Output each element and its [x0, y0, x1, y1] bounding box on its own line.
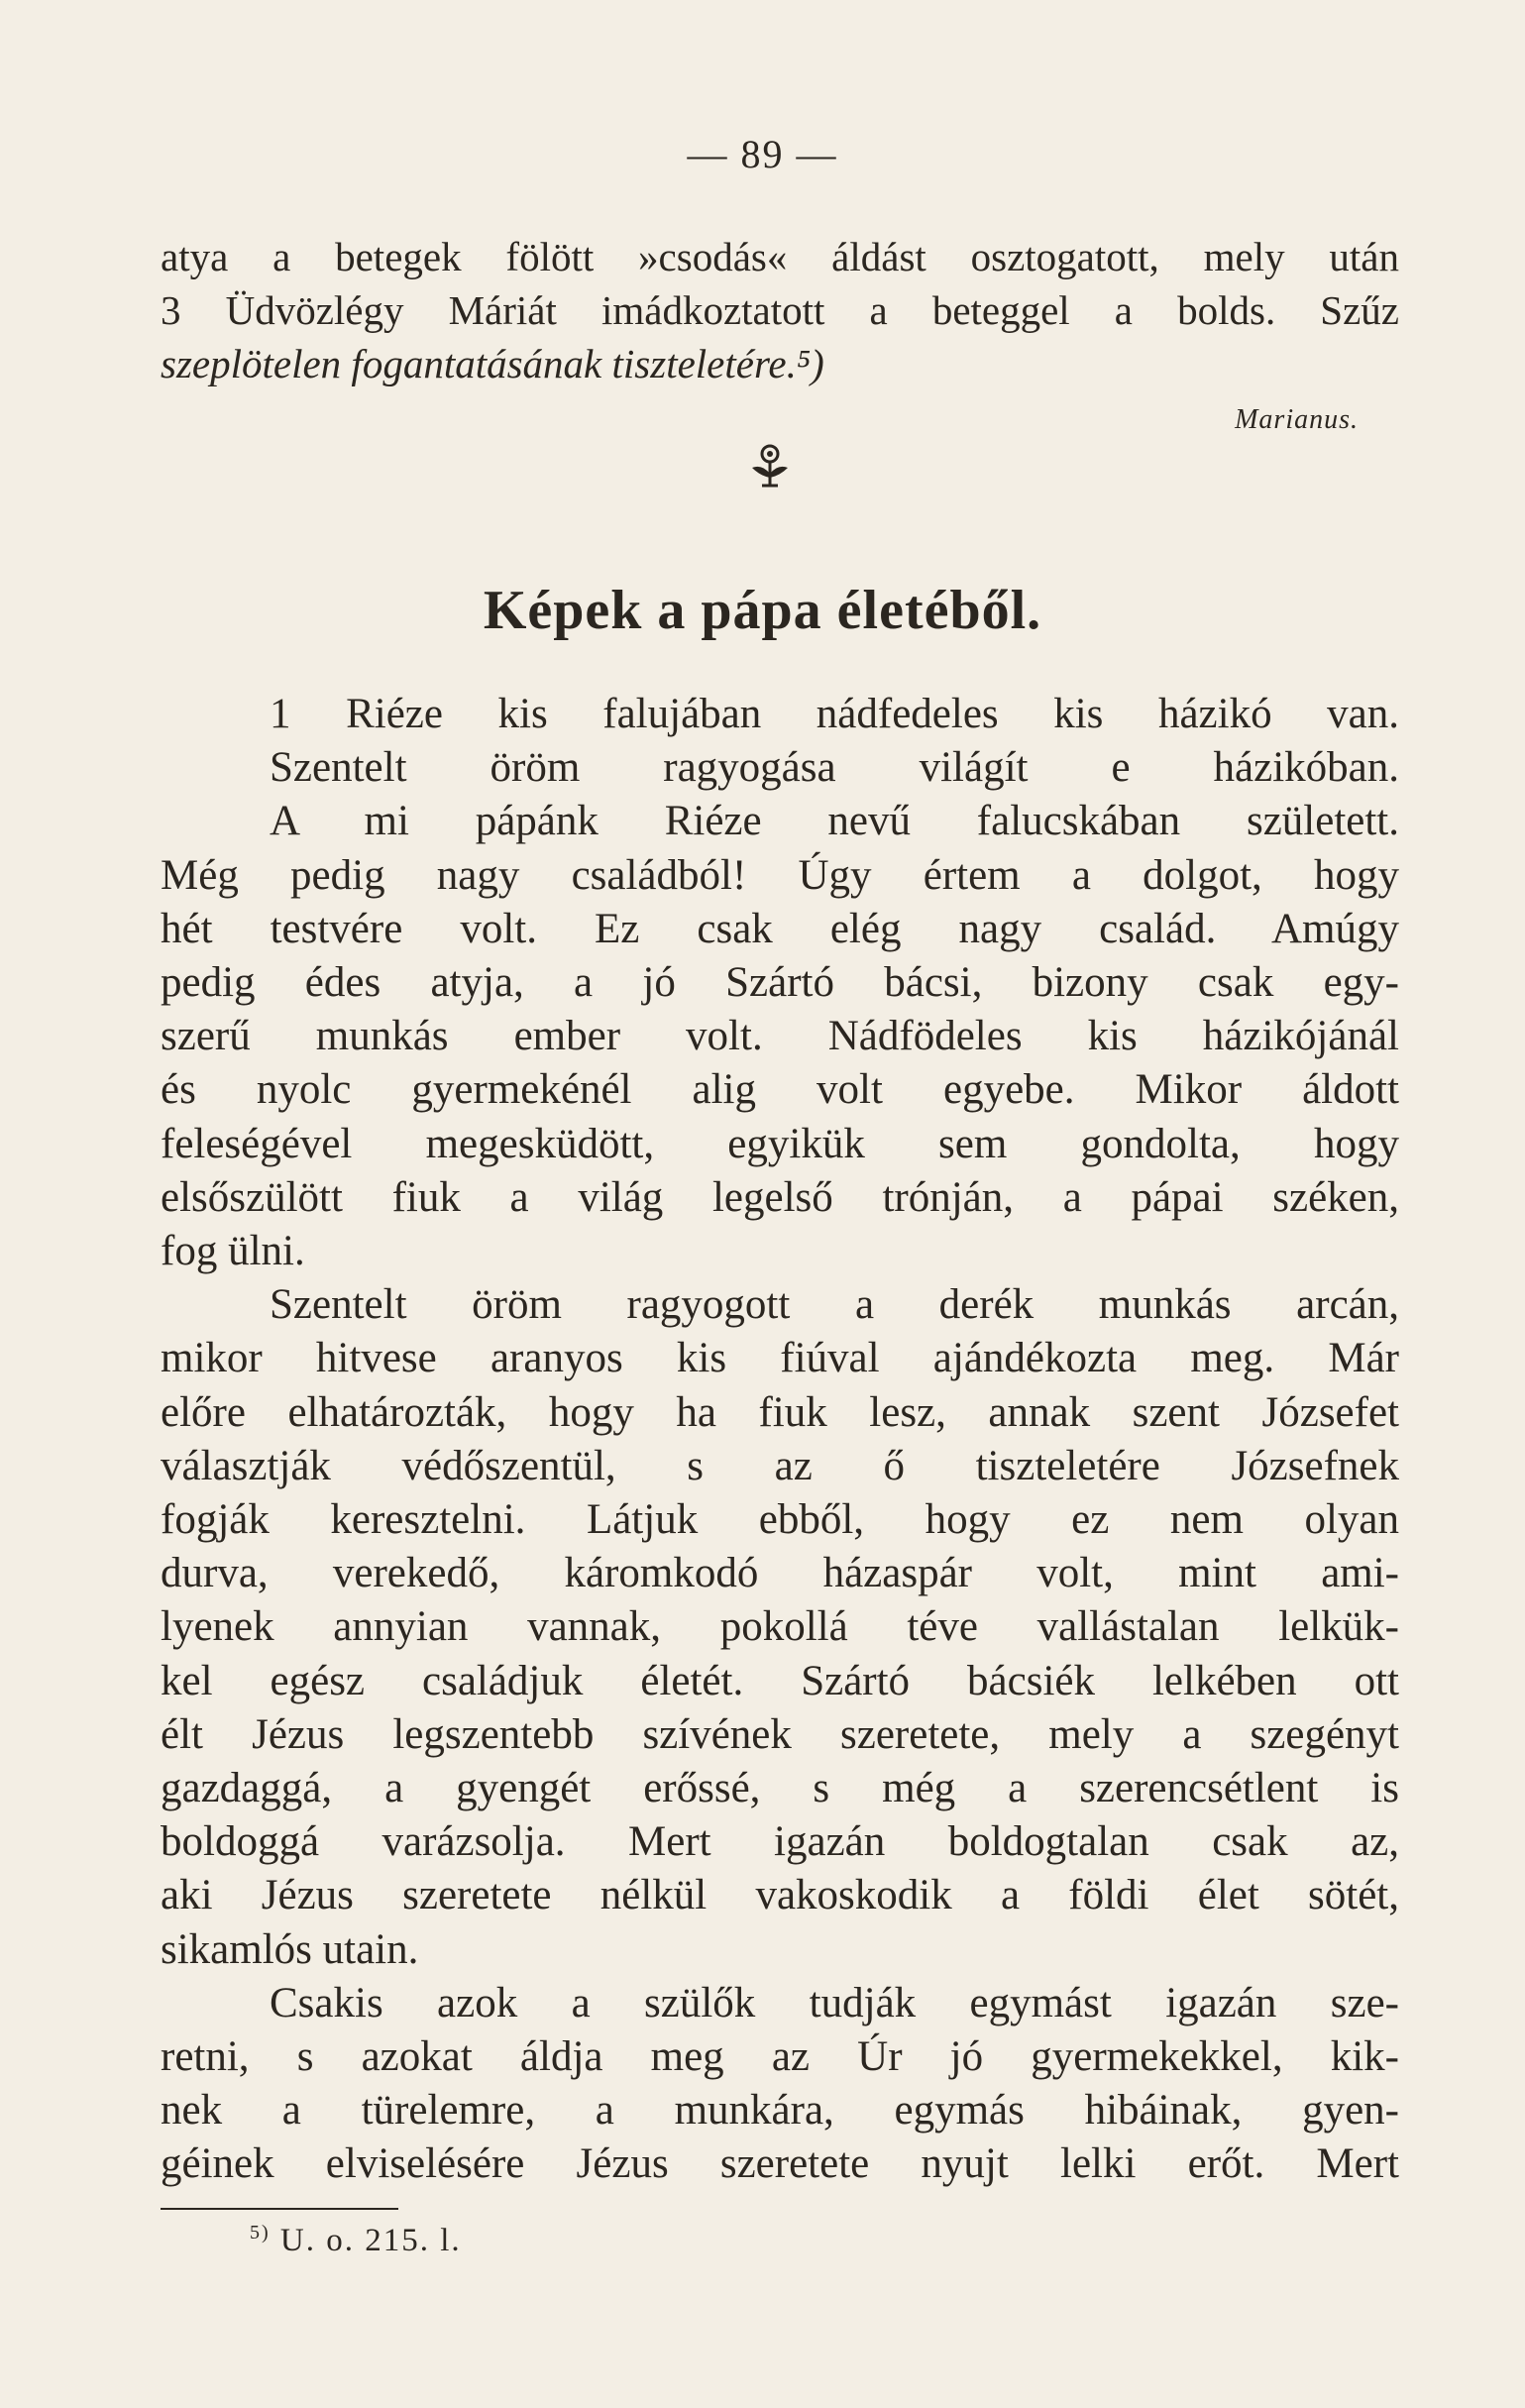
body-line: fog ülni. — [161, 1228, 305, 1274]
body-line: aki Jézus szeretete nélkül vakoskodik a földi élet sötét, — [161, 1872, 1399, 1918]
body-line: 1 Riéze kis falujában nádfedeles kis házikó van. — [270, 691, 1399, 737]
body-line: boldoggá varázsolja. Mert igazán boldogtalan csak az, — [161, 1818, 1399, 1865]
body-line: kel egész családjuk életét. Szártó bácsiék lelkében ott — [161, 1658, 1399, 1704]
section-title: Képek a pápa életéből. — [483, 580, 1042, 641]
prev-section-line-2: 3 Üdvözlégy Máriát imádkoztatott a beteggel a bolds. Szűz — [161, 287, 1399, 333]
body-line: lyenek annyian vannak, pokollá téve vallástalan lelkük- — [161, 1603, 1399, 1650]
body-line: és nyolc gyermekénél alig volt egyebe. Mikor áldott — [161, 1066, 1399, 1113]
footnote-rule — [161, 2208, 398, 2210]
body-line: gazdaggá, a gyengét erőssé, s még a szerencsétlent is — [161, 1765, 1399, 1811]
body-line: élt Jézus legszentebb szívének szeretete, mely a szegényt — [161, 1711, 1399, 1758]
body-line: előre elhatározták, hogy ha fiuk lesz, annak szent Józsefet — [161, 1389, 1399, 1436]
floral-ornament-icon — [748, 442, 792, 492]
body-line: mikor hitvese aranyos kis fiúval ajándékozta meg. Már — [161, 1335, 1399, 1381]
footnote-text: U. o. 215. l. — [279, 2223, 462, 2258]
prev-section-line-1: atya a betegek fölött »csodás« áldást osztogatott, mely után — [161, 234, 1399, 279]
body-line: hét testvére volt. Ez csak elég nagy család. Amúgy — [161, 906, 1399, 952]
body-line: Még pedig nagy családból! Úgy értem a dolgot, hogy — [161, 852, 1399, 899]
body-line: Szentelt öröm ragyogása világít e házikóban. — [270, 744, 1399, 791]
body-line: feleségével megesküdött, egyikük sem gondolta, hogy — [161, 1121, 1399, 1167]
body-line: sikamlós utain. — [161, 1926, 419, 1973]
page-number: — 89 — — [687, 132, 838, 176]
footnote-marker: 5) — [250, 2222, 271, 2244]
body-line: durva, verekedő, káromkodó házaspár volt, mint ami- — [161, 1550, 1399, 1596]
body-line: szerű munkás ember volt. Nádfödeles kis házikójánál — [161, 1013, 1399, 1059]
body-line: A mi pápánk Riéze nevű falucskában született. — [270, 798, 1399, 844]
body-line: elsőszülött fiuk a világ legelső trónján, a pápai széken, — [161, 1174, 1399, 1221]
prev-section-line-3: szeplötelen fogantatásának tiszteletére.⁵) — [161, 341, 824, 386]
body-line: retni, s azokat áldja meg az Úr jó gyermekekkel, kik- — [161, 2033, 1399, 2080]
footnote — [250, 2222, 462, 2259]
signature: Marianus. — [1235, 404, 1359, 435]
body-line: Csakis azok a szülők tudják egymást igazán sze- — [270, 1980, 1399, 2026]
body-line: fogják keresztelni. Látjuk ebből, hogy ez nem olyan — [161, 1496, 1399, 1543]
body-line: pedig édes atyja, a jó Szártó bácsi, bizony csak egy- — [161, 959, 1399, 1006]
body-line: nek a türelemre, a munkára, egymás hibáinak, gyen- — [161, 2087, 1399, 2134]
body-line: géinek elviselésére Jézus szeretete nyujt lelki erőt. Mert — [161, 2140, 1399, 2187]
body-line: Szentelt öröm ragyogott a derék munkás arcán, — [270, 1281, 1399, 1328]
body-line: választják védőszentül, s az ő tiszteletére Józsefnek — [161, 1443, 1399, 1489]
